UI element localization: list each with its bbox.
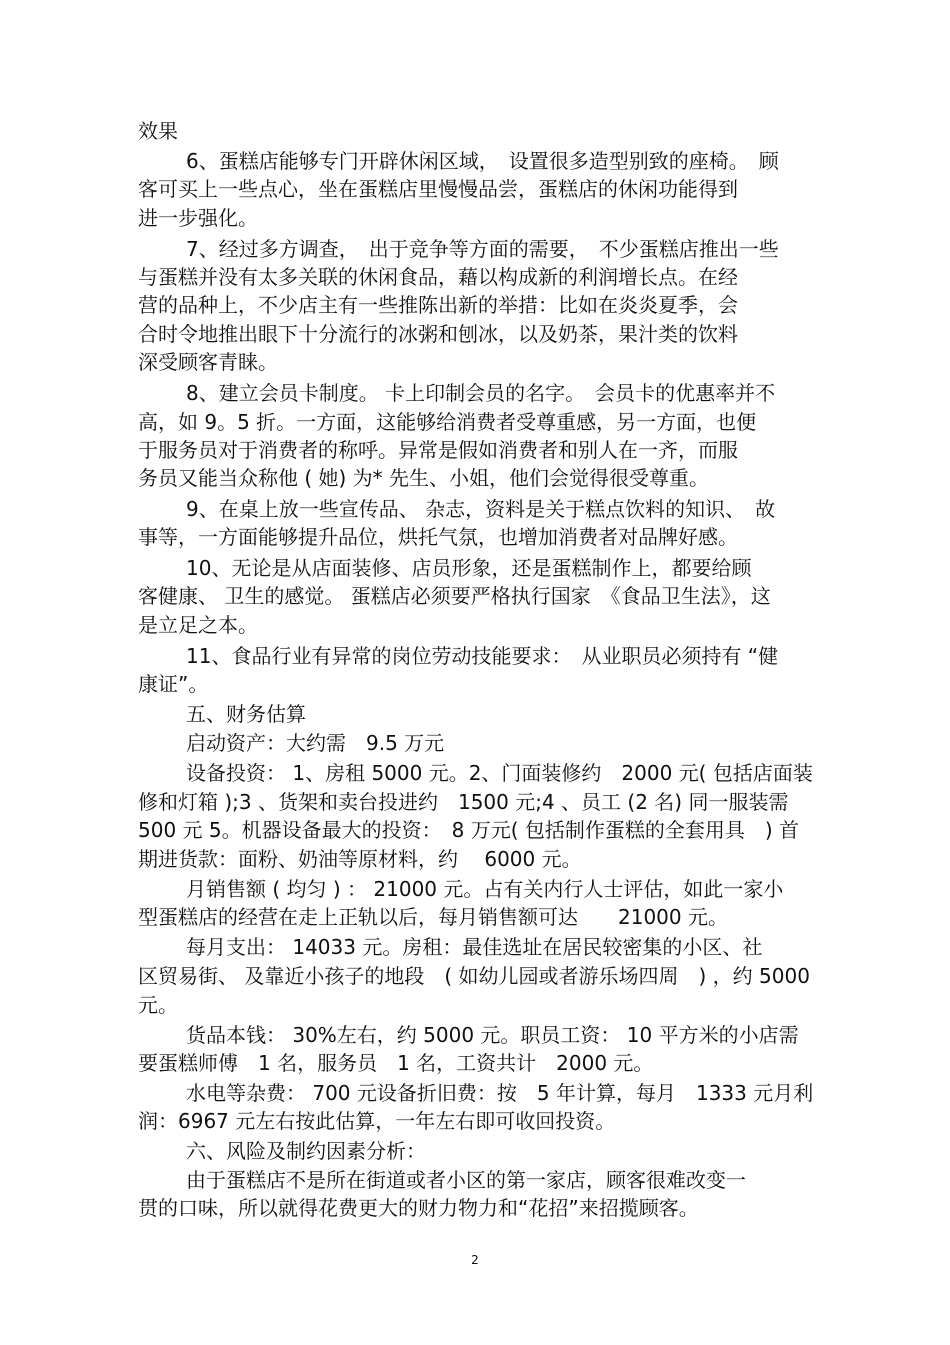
text-line: 客健康、 卫生的感觉。 蛋糕店必须要严格执行国家 《食品卫生法》，这 [138, 584, 771, 608]
text-line: 进一步强化。 [138, 206, 258, 230]
paragraph-7-line: 7、经过多方调查， 出于竞争等方面的需要， 不少蛋糕店推出一些 [186, 237, 779, 261]
paragraph-9-line: 9、在桌上放一些宣传品、 杂志，资料是关于糕点饮料的知识、 故 [186, 497, 776, 521]
text-line: 康证”。 [138, 672, 209, 696]
text-line: 务员又能当众称他 ( 她) 为* 先生、小姐，他们会觉得很受尊重。 [138, 466, 710, 490]
paragraph-6-line: 6、蛋糕店能够专门开辟休闲区域， 设置很多造型别致的座椅。 顾 [186, 149, 779, 173]
text-line: 客可买上一些点心，坐在蛋糕店里慢慢品尝，蛋糕店的休闲功能得到 [138, 177, 738, 201]
monthly-expense-line: 每月支出： 14033 元。房租：最佳选址在居民较密集的小区、社 [186, 935, 763, 959]
startup-capital-line: 启动资产：大约需 9.5 万元 [186, 731, 445, 755]
section-heading-finance: 五、财务估算 [186, 702, 306, 726]
risk-paragraph-line: 由于蛋糕店不是所在街道或者小区的第一家店，顾客很难改变一 [186, 1168, 746, 1192]
page-number: 2 [471, 1253, 479, 1267]
text-line: 元。 [138, 993, 178, 1017]
text-line: 修和灯箱 );3 、货架和卖台投进约 1500 元;4 、员工 (2 名) 同一服装需 [138, 790, 789, 814]
text-line: 贯的口味，所以就得花费更大的财力物力和“花招”来招揽顾客。 [138, 1196, 699, 1220]
text-line: 型蛋糕店的经营在走上正轨以后，每月销售额可达 21000 元。 [138, 905, 728, 929]
text-line: 高，如 9。5 折。一方面，这能够给消费者受尊重感，另一方面，也便 [138, 410, 757, 434]
equipment-investment-line: 设备投资： 1、房租 5000 元。2、门面装修约 2000 元( 包括店面装 [186, 761, 813, 785]
goods-cost-line: 货品本钱： 30%左右，约 5000 元。职员工资： 10 平方米的小店需 [186, 1023, 799, 1047]
text-line: 深受顾客青睐。 [138, 350, 278, 374]
text-line: 营的品种上，不少店主有一些推陈出新的举措：比如在炎炎夏季，会 [138, 293, 738, 317]
utilities-line: 水电等杂费： 700 元设备折旧费：按 5 年计算，每月 1333 元月利 [186, 1081, 814, 1105]
text-line: 要蛋糕师傅 1 名，服务员 1 名，工资共计 2000 元。 [138, 1051, 654, 1075]
text-line: 是立足之本。 [138, 613, 258, 637]
text-line: 期进货款：面粉、奶油等原材料，约 6000 元。 [138, 847, 582, 871]
section-heading-risk: 六、风险及制约因素分析： [186, 1139, 426, 1163]
text-line: 事等，一方面能够提升品位，烘托气氛，也增加消费者对品牌好感。 [138, 525, 738, 549]
text-line: 效果 [138, 119, 178, 143]
paragraph-11-line: 11、食品行业有异常的岗位劳动技能要求： 从业职员必须持有 “健 [186, 644, 779, 668]
text-line: 润：6967 元左右按此估算，一年左右即可收回投资。 [138, 1109, 616, 1133]
text-line: 于服务员对于消费者的称呼。异常是假如消费者和别人在一齐，而服 [138, 438, 738, 462]
text-line: 500 元 5。机器设备最大的投资： 8 万元( 包括制作蛋糕的全套用具 ) 首 [138, 818, 800, 842]
monthly-sales-line: 月销售额 ( 均匀 ) ： 21000 元。占有关内行人士评估，如此一家小 [186, 877, 784, 901]
paragraph-10-line: 10、无论是从店面装修、店员形象，还是蛋糕制作上，都要给顾 [186, 556, 752, 580]
text-line: 与蛋糕并没有太多关联的休闲食品，藉以构成新的利润增长点。在经 [138, 265, 738, 289]
text-line: 合时令地推出眼下十分流行的冰粥和刨冰，以及奶茶，果汁类的饮料 [138, 322, 738, 346]
text-line: 区贸易街、 及靠近小孩子的地段 ( 如幼儿园或者游乐场四周 ) ，约 5000 [138, 964, 810, 988]
paragraph-8-line: 8、建立会员卡制度。 卡上印制会员的名字。 会员卡的优惠率并不 [186, 381, 776, 405]
